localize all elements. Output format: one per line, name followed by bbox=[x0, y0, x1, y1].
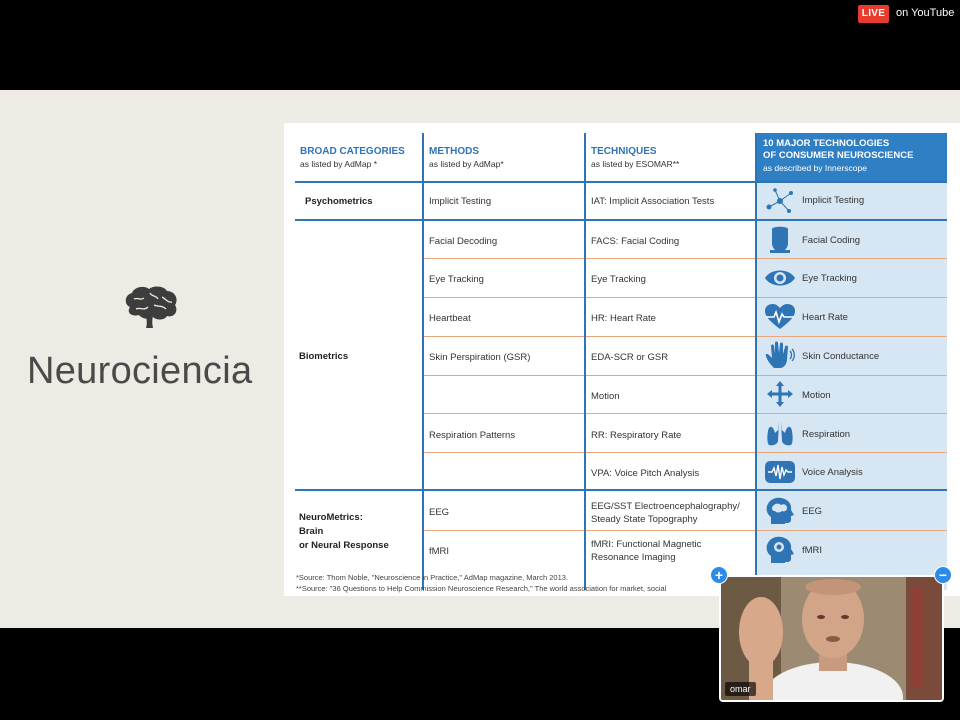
row-divider bbox=[757, 452, 947, 453]
section-rule bbox=[295, 219, 947, 221]
row-divider bbox=[424, 297, 584, 298]
live-badge[interactable]: LIVE bbox=[858, 5, 889, 23]
row-divider bbox=[757, 375, 947, 376]
network-icon bbox=[763, 187, 797, 215]
header-categories-title: BROAD CATEGORIES bbox=[300, 146, 405, 157]
technique-cell: Resonance Imaging bbox=[591, 552, 676, 563]
method-cell: fMRI bbox=[429, 546, 450, 557]
method-cell: Skin Perspiration (GSR) bbox=[429, 352, 531, 363]
technique-cell: Motion bbox=[591, 391, 620, 402]
category-biometrics: Biometrics bbox=[299, 351, 349, 362]
technology-label: EEG bbox=[802, 506, 823, 517]
source-note: *Source: Thom Noble, "Neuroscience in Practice," AdMap magazine, March 2013. bbox=[296, 573, 568, 582]
technique-cell: EEG/SST Electroencephalography/ bbox=[591, 501, 740, 512]
live-platform-label: on YouTube bbox=[896, 7, 955, 19]
column-divider bbox=[755, 133, 757, 590]
technique-cell: EDA-SCR or GSR bbox=[591, 352, 669, 363]
add-button[interactable]: + bbox=[710, 566, 728, 584]
category-psychometrics: Psychometrics bbox=[305, 196, 373, 207]
category-neurometrics-3: or Neural Response bbox=[299, 540, 389, 551]
method-cell: Heartbeat bbox=[429, 313, 471, 324]
category-neurometrics-1: NeuroMetrics: bbox=[299, 512, 363, 523]
header-methods-title: METHODS bbox=[429, 146, 479, 157]
row-divider bbox=[586, 297, 755, 298]
row-divider bbox=[424, 336, 584, 337]
header-methods bbox=[429, 145, 504, 171]
header-techniques-title: TECHNIQUES bbox=[591, 146, 657, 157]
header-categories-sub: as listed by AdMap * bbox=[300, 159, 378, 169]
technique-cell: HR: Heart Rate bbox=[591, 313, 656, 324]
source-note: **Source: "36 Questions to Help Commission Neuroscience Research," The world association for market, social bbox=[296, 584, 667, 593]
soundwave-icon bbox=[763, 458, 797, 486]
row-divider bbox=[424, 413, 584, 414]
row-divider bbox=[586, 452, 755, 453]
row-divider bbox=[424, 375, 584, 376]
method-cell: Eye Tracking bbox=[429, 274, 484, 285]
technology-label: Implicit Testing bbox=[802, 195, 865, 206]
heart-icon bbox=[763, 303, 797, 331]
header-technologies-title-1: 10 MAJOR TECHNOLOGIES bbox=[763, 138, 890, 149]
head-scan-icon bbox=[763, 536, 797, 564]
row-divider bbox=[424, 452, 584, 453]
header-categories bbox=[300, 145, 405, 171]
minimize-button[interactable]: − bbox=[934, 566, 952, 584]
technology-label: Motion bbox=[802, 390, 831, 401]
row-divider bbox=[586, 375, 755, 376]
row-divider bbox=[586, 258, 755, 259]
header-rule bbox=[295, 181, 947, 183]
technique-cell: VPA: Voice Pitch Analysis bbox=[591, 468, 700, 479]
header-techniques-sub: as listed by ESOMAR** bbox=[591, 159, 680, 169]
move-arrows-icon bbox=[763, 380, 797, 408]
brain-icon bbox=[122, 285, 180, 329]
technology-label: Facial Coding bbox=[802, 235, 861, 246]
row-divider bbox=[586, 413, 755, 414]
column-divider bbox=[422, 133, 424, 590]
head-brain-icon bbox=[763, 497, 797, 525]
column-divider bbox=[584, 133, 586, 590]
slide-title: Neurociencia bbox=[27, 350, 253, 392]
row-divider bbox=[757, 530, 947, 531]
header-methods-sub: as listed by AdMap* bbox=[429, 159, 504, 169]
technology-label: Respiration bbox=[802, 429, 851, 440]
lungs-icon bbox=[763, 419, 797, 447]
method-cell: Respiration Patterns bbox=[429, 430, 516, 441]
face-icon bbox=[763, 225, 797, 253]
row-divider bbox=[757, 336, 947, 337]
row-divider bbox=[586, 336, 755, 337]
header-technologies-title-2: OF CONSUMER NEUROSCIENCE bbox=[763, 150, 914, 161]
technology-label: Heart Rate bbox=[802, 312, 848, 323]
technique-cell: Steady State Topography bbox=[591, 514, 698, 525]
category-neurometrics-2: Brain bbox=[299, 526, 324, 537]
row-divider bbox=[424, 258, 584, 259]
eye-icon bbox=[763, 264, 797, 292]
technique-cell: IAT: Implicit Association Tests bbox=[591, 196, 715, 207]
row-divider bbox=[757, 297, 947, 298]
technique-cell: fMRI: Functional Magnetic bbox=[591, 539, 702, 550]
method-cell: Facial Decoding bbox=[429, 236, 498, 247]
row-divider bbox=[586, 530, 755, 531]
technique-cell: RR: Respiratory Rate bbox=[591, 430, 682, 441]
technique-cell: Eye Tracking bbox=[591, 274, 646, 285]
participant-name: omar bbox=[725, 682, 756, 696]
technique-cell: FACS: Facial Coding bbox=[591, 236, 680, 247]
header-technologies-sub: as described by Innerscope bbox=[763, 163, 867, 173]
row-divider bbox=[757, 258, 947, 259]
technology-label: fMRI bbox=[802, 545, 823, 556]
section-rule bbox=[295, 489, 947, 491]
technology-label: Voice Analysis bbox=[802, 467, 863, 478]
method-cell: Implicit Testing bbox=[429, 196, 492, 207]
technology-label: Eye Tracking bbox=[802, 273, 857, 284]
row-divider bbox=[424, 530, 584, 531]
hand-icon bbox=[763, 341, 797, 369]
header-technologies bbox=[763, 138, 943, 174]
row-divider bbox=[757, 413, 947, 414]
technology-label: Skin Conductance bbox=[802, 351, 880, 362]
method-cell: EEG bbox=[429, 507, 450, 518]
header-techniques bbox=[591, 145, 679, 171]
